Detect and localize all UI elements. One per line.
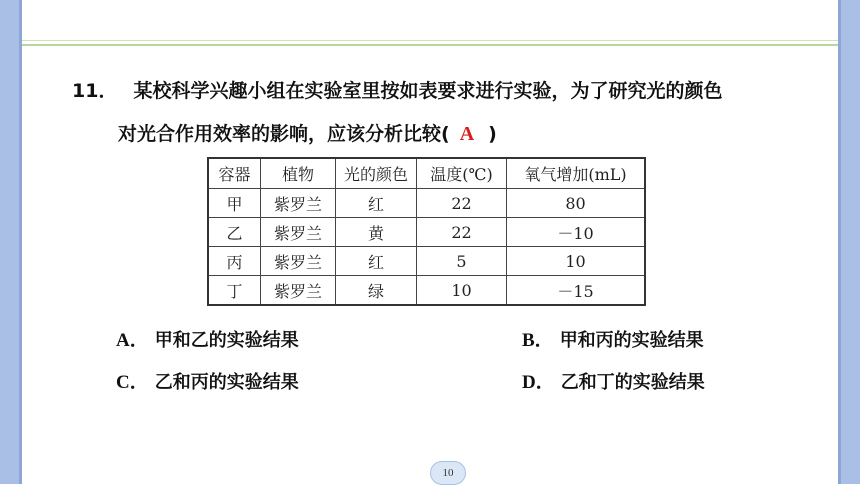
experiment-table: [207, 157, 646, 306]
header-rule: [22, 40, 838, 41]
option-text: 甲和乙的实验结果: [154, 330, 299, 351]
question-number: 11．: [72, 80, 118, 102]
table-cell: 22: [417, 189, 507, 218]
option-c: [116, 367, 299, 394]
col-header: 温度(℃): [417, 158, 507, 189]
header-rule-thick: [22, 44, 838, 46]
table-header-row: [208, 158, 645, 189]
table-cell: 紫罗兰: [261, 218, 336, 247]
table-cell: 80: [507, 189, 646, 218]
question-block: [72, 70, 812, 156]
col-header: 容器: [208, 158, 261, 189]
option-letter: A．: [116, 330, 149, 351]
table-row: [208, 247, 645, 276]
option-letter: D．: [522, 372, 555, 393]
table-cell: 绿: [336, 276, 417, 306]
table-cell: 红: [336, 247, 417, 276]
table-cell: 10: [417, 276, 507, 306]
option-letter: C．: [116, 372, 149, 393]
option-text: 乙和丙的实验结果: [154, 372, 299, 393]
question-line-1: [72, 70, 812, 113]
table-cell: 紫罗兰: [261, 189, 336, 218]
table-cell: 乙: [208, 218, 261, 247]
table-row: [208, 189, 645, 218]
table-cell: 黄: [336, 218, 417, 247]
left-border-bar: [0, 0, 22, 484]
table-cell: 丁: [208, 276, 261, 306]
table-cell: 紫罗兰: [261, 276, 336, 306]
table-cell: 紫罗兰: [261, 247, 336, 276]
page-number-badge: 10: [430, 461, 466, 485]
table-cell: －10: [507, 218, 646, 247]
option-letter: B．: [522, 330, 554, 351]
table-cell: 丙: [208, 247, 261, 276]
table-row: [208, 276, 645, 306]
table-cell: 10: [507, 247, 646, 276]
table-row: [208, 218, 645, 247]
question-text-1: 某校科学兴趣小组在实验室里按如表要求进行实验，为了研究光的颜色: [133, 80, 723, 102]
option-text: 乙和丁的实验结果: [560, 372, 705, 393]
close-paren: ): [488, 123, 497, 145]
option-d: [522, 367, 705, 394]
question-text-2: 对光合作用效率的影响，应该分析比较(: [118, 123, 450, 145]
option-b: [522, 325, 704, 352]
answer-mark: A: [459, 123, 475, 145]
col-header: 植物: [261, 158, 336, 189]
option-a: [116, 325, 299, 352]
col-header: 光的颜色: [336, 158, 417, 189]
table-cell: －15: [507, 276, 646, 306]
table-cell: 5: [417, 247, 507, 276]
table-cell: 22: [417, 218, 507, 247]
table-cell: 甲: [208, 189, 261, 218]
right-border-bar: [838, 0, 860, 484]
table-cell: 红: [336, 189, 417, 218]
question-line-2: [72, 113, 812, 156]
col-header: 氧气增加(mL): [507, 158, 646, 189]
option-text: 甲和丙的实验结果: [559, 330, 704, 351]
